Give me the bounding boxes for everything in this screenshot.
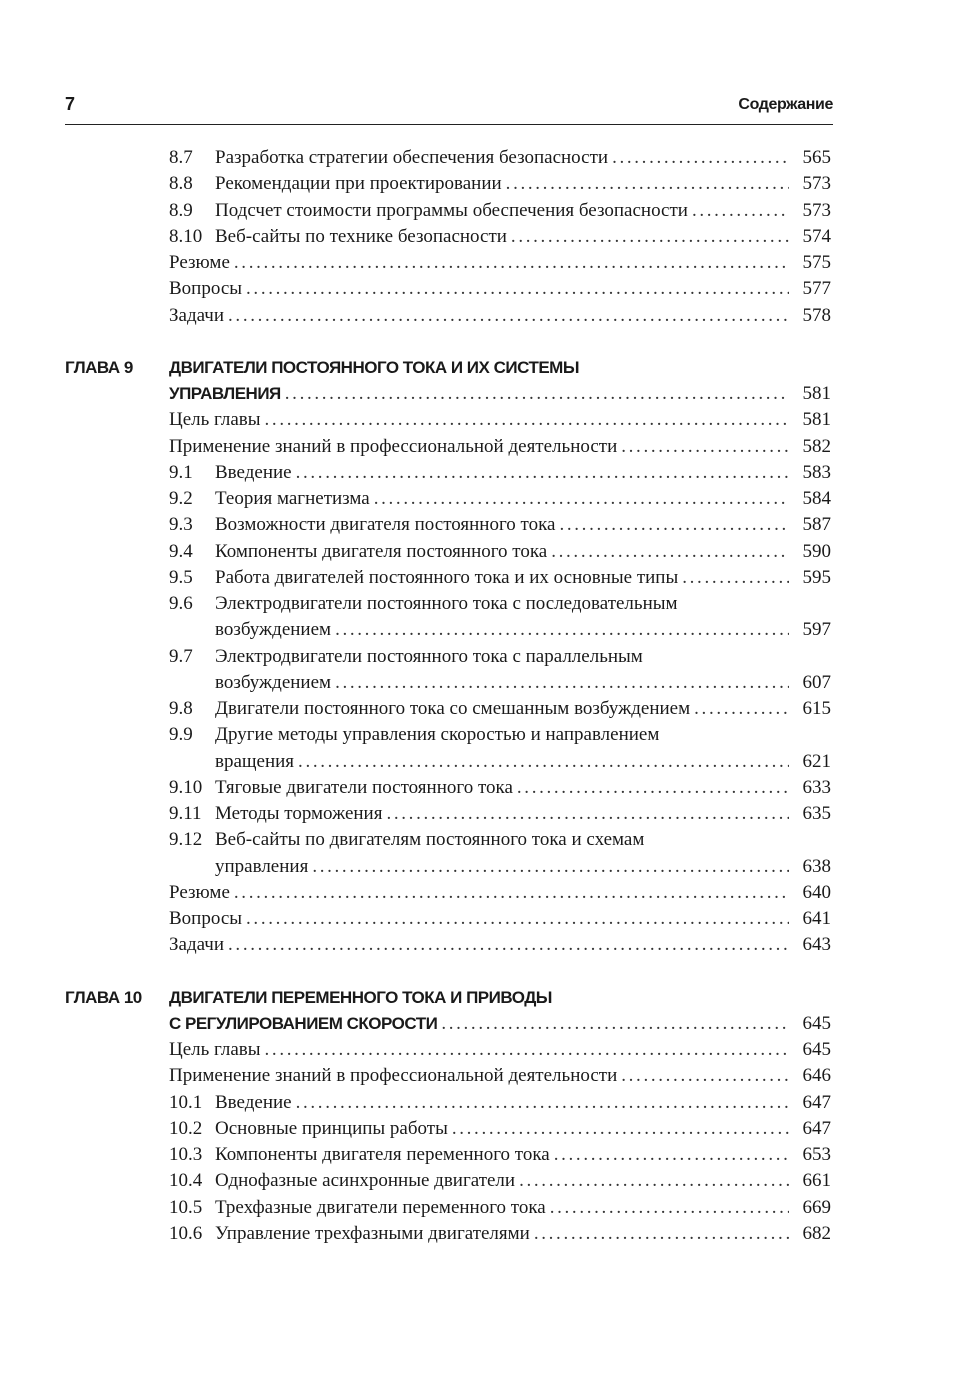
entry-line <box>169 303 831 329</box>
entry-line <box>215 775 831 801</box>
page-ref: 582 <box>802 435 831 457</box>
entry-line <box>215 617 831 643</box>
toc-entry[interactable] <box>65 854 831 880</box>
entry-line <box>215 696 831 722</box>
table-of-contents <box>65 145 831 1247</box>
entry-title: Введение <box>215 1091 292 1113</box>
toc-entry[interactable] <box>65 906 831 932</box>
chapter-label: ГЛАВА 9 <box>65 357 133 377</box>
entry-number: 9.5 <box>169 566 193 588</box>
leader-dots <box>265 1037 789 1063</box>
entry-number: 9.10 <box>169 776 203 798</box>
leader-dots <box>234 880 789 906</box>
entry-line <box>215 1116 831 1142</box>
entry-title: возбуждением <box>215 671 332 693</box>
page-ref: 635 <box>802 803 831 824</box>
leader-dots <box>228 932 789 958</box>
page-ref: 643 <box>802 934 831 956</box>
entry-title: Вопросы <box>169 908 243 929</box>
page-ref: 584 <box>802 488 831 509</box>
page-ref: 621 <box>802 750 831 772</box>
toc-entry[interactable] <box>65 407 831 433</box>
toc-entry[interactable] <box>65 539 831 565</box>
entry-title: Разработка стратегии обеспечения безопасности <box>215 147 609 168</box>
page-ref: 578 <box>802 304 831 326</box>
entry-title-line1: Электродвигатели постоянного тока с последовательным <box>215 593 678 614</box>
entry-title: Двигатели постоянного тока со смешанным возбуждением <box>215 698 691 719</box>
entry-title: Компоненты двигателя постоянного тока <box>215 540 548 562</box>
toc-entry[interactable] <box>65 512 831 538</box>
page-ref: 577 <box>802 278 831 300</box>
entry-title-line1: Электродвигатели постоянного тока с параллельным <box>215 645 643 667</box>
page-ref: 587 <box>802 514 831 536</box>
entry-title: Резюме <box>169 881 230 903</box>
toc-entry[interactable] <box>65 1168 831 1194</box>
entry-number: 9.9 <box>169 724 193 746</box>
page-ref: 647 <box>802 1117 831 1139</box>
entry-line <box>169 434 831 460</box>
entry-line <box>215 749 831 775</box>
toc-entry[interactable] <box>65 617 831 643</box>
leader-dots <box>246 906 789 932</box>
entry-line <box>215 224 831 250</box>
toc-entry[interactable] <box>65 276 831 302</box>
entry-title: Однофазные асинхронные двигатели <box>215 1170 516 1192</box>
leader-dots <box>386 801 789 827</box>
leader-dots <box>312 854 789 880</box>
chapter-title-row <box>65 355 831 381</box>
leader-dots <box>554 1142 789 1168</box>
chapter-title-line2: С РЕГУЛИРОВАНИЕМ СКОРОСТИ <box>169 1013 438 1033</box>
toc-entry[interactable] <box>65 198 831 224</box>
chapter-title-row <box>65 985 831 1011</box>
toc-entry[interactable] <box>65 670 831 696</box>
entry-title: Методы торможения <box>215 803 383 824</box>
toc-entry[interactable] <box>65 1142 831 1168</box>
entry-title: Трехфазные двигатели переменного тока <box>215 1196 546 1218</box>
leader-dots <box>296 460 789 486</box>
entry-line <box>215 1195 831 1221</box>
chapter-9 <box>65 355 831 959</box>
running-section-title: Содержание <box>738 96 833 113</box>
entry-number: 9.1 <box>169 461 193 483</box>
toc-entry[interactable] <box>65 1116 831 1142</box>
leader-dots <box>511 224 789 250</box>
section-8-entries <box>65 145 831 329</box>
toc-entry[interactable] <box>65 775 831 801</box>
entry-line <box>215 460 831 486</box>
chapter-title-line1: ДВИГАТЕЛИ ПЕРЕМЕННОГО ТОКА И ПРИВОДЫ <box>169 987 552 1007</box>
entry-line <box>215 198 831 224</box>
entry-number: 10.6 <box>169 1222 203 1244</box>
page-ref: 574 <box>802 225 831 247</box>
entry-line <box>215 512 831 538</box>
entry-number: 10.5 <box>169 1196 203 1218</box>
page-ref: 653 <box>802 1144 831 1165</box>
toc-entry[interactable] <box>65 1037 831 1063</box>
page-ref: 669 <box>802 1196 831 1218</box>
entry-title-line1: Веб-сайты по двигателям постоянного тока и схемам <box>215 829 645 851</box>
entry-line <box>215 1090 831 1116</box>
leader-dots <box>246 276 789 302</box>
entry-line <box>169 1037 831 1063</box>
entry-number: 10.4 <box>169 1170 203 1192</box>
entry-title: Применение знаний в профессиональной деятельности <box>169 1065 618 1087</box>
toc-entry[interactable] <box>65 1063 831 1089</box>
entry-line <box>215 1168 831 1194</box>
page-ref: 575 <box>802 252 831 273</box>
entry-number: 10.3 <box>169 1144 203 1165</box>
page-ref: 661 <box>802 1170 831 1192</box>
entry-line <box>169 906 831 932</box>
page-ref: 633 <box>802 776 831 798</box>
page-ref: 573 <box>802 199 831 221</box>
entry-number: 8.9 <box>169 199 193 221</box>
entry-number: 9.11 <box>169 803 202 824</box>
toc-entry[interactable] <box>65 250 831 276</box>
page-ref: 645 <box>802 1039 831 1060</box>
entry-number: 10.2 <box>169 1117 203 1139</box>
entry-title: Тяговые двигатели постоянного тока <box>215 776 513 798</box>
page-ref: 597 <box>802 619 831 641</box>
entry-title: Работа двигателей постоянного тока и их основные типы <box>215 566 679 588</box>
leader-dots <box>559 512 789 538</box>
leader-dots <box>335 670 789 696</box>
chapter-label: ГЛАВА 10 <box>65 987 142 1007</box>
page-ref: 583 <box>802 461 831 483</box>
leader-dots <box>551 539 789 565</box>
entry-number: 9.2 <box>169 488 193 509</box>
entry-title: Задачи <box>169 934 225 956</box>
page-header <box>65 88 833 125</box>
chapter-title-line1: ДВИГАТЕЛИ ПОСТОЯННОГО ТОКА И ИХ СИСТЕМЫ <box>169 357 579 377</box>
toc-entry-chapter-title[interactable] <box>65 381 831 407</box>
entry-title: Компоненты двигателя переменного тока <box>215 1144 550 1165</box>
entry-title: Применение знаний в профессиональной деятельности <box>169 435 618 457</box>
page-ref: 615 <box>802 698 831 719</box>
chapter-9-entries <box>65 407 831 958</box>
page-number: 7 <box>65 94 76 114</box>
entry-number: 9.4 <box>169 540 193 562</box>
entry-title: Подсчет стоимости программы обеспечения безопасности <box>215 199 688 221</box>
entry-line <box>215 486 831 512</box>
toc-entry[interactable] <box>65 171 831 197</box>
toc-entry[interactable] <box>65 486 831 512</box>
entry-number: 9.7 <box>169 645 193 667</box>
leader-dots <box>506 171 789 197</box>
entry-title: возбуждением <box>215 619 332 641</box>
leader-dots <box>534 1221 789 1247</box>
leader-dots <box>374 486 789 512</box>
toc-entry[interactable] <box>65 460 831 486</box>
entry-number: 8.8 <box>169 173 193 195</box>
toc-entry-wrap-line <box>65 591 831 617</box>
entry-title: Веб-сайты по технике безопасности <box>215 225 507 247</box>
entry-number: 9.12 <box>169 829 203 851</box>
leader-dots <box>265 407 789 433</box>
leader-dots <box>441 1011 789 1037</box>
page-ref: 573 <box>802 173 831 195</box>
page-ref: 641 <box>802 908 831 929</box>
leader-dots <box>285 381 789 407</box>
entry-line <box>215 1142 831 1168</box>
page-ref: 595 <box>802 566 831 588</box>
toc-entry-wrap-line <box>65 644 831 670</box>
toc-entry[interactable] <box>65 145 831 171</box>
entry-title: Введение <box>215 461 292 483</box>
leader-dots <box>692 198 789 224</box>
toc-entry[interactable] <box>65 932 831 958</box>
entry-line <box>169 250 831 276</box>
toc-entry-wrap-line <box>65 722 831 748</box>
entry-line <box>169 932 831 958</box>
page-ref: 645 <box>802 1012 831 1034</box>
entry-title: Теория магнетизма <box>215 488 370 509</box>
toc-entry-chapter-title[interactable] <box>65 1011 831 1037</box>
leader-dots <box>298 749 789 775</box>
entry-title: управления <box>215 855 309 877</box>
entry-title: Резюме <box>169 252 230 273</box>
leader-dots <box>228 303 789 329</box>
page-ref: 640 <box>802 881 831 903</box>
entry-title: Задачи <box>169 304 225 326</box>
page-ref: 682 <box>802 1222 831 1244</box>
entry-line <box>215 854 831 880</box>
entry-line <box>215 565 831 591</box>
toc-entry[interactable] <box>65 696 831 722</box>
chapter-10-entries <box>65 1037 831 1247</box>
entry-title: Рекомендации при проектировании <box>215 173 502 195</box>
entry-title: Основные принципы работы <box>215 1117 448 1139</box>
leader-dots <box>621 434 789 460</box>
entry-line <box>215 801 831 827</box>
entry-title-line1: Другие методы управления скоростью и направлением <box>215 724 660 746</box>
toc-entry-wrap-line <box>65 827 831 853</box>
page-ref: 590 <box>802 540 831 562</box>
toc-entry[interactable] <box>65 749 831 775</box>
entry-line <box>215 171 831 197</box>
chapter-10 <box>65 985 831 1248</box>
page-ref: 581 <box>802 409 831 431</box>
entry-number: 10.1 <box>169 1091 203 1113</box>
leader-dots <box>517 775 789 801</box>
entry-number: 8.7 <box>169 147 193 168</box>
toc-entry[interactable] <box>65 1221 831 1247</box>
entry-line <box>215 539 831 565</box>
entry-line <box>215 145 831 171</box>
toc-entry[interactable] <box>65 434 831 460</box>
toc-entry[interactable] <box>65 565 831 591</box>
leader-dots <box>335 617 789 643</box>
entry-title: Управление трехфазными двигателями <box>215 1222 530 1244</box>
leader-dots <box>682 565 789 591</box>
entry-number: 9.6 <box>169 593 193 614</box>
entry-title: Цель главы <box>169 409 261 431</box>
entry-number: 9.8 <box>169 698 193 719</box>
leader-dots <box>296 1090 789 1116</box>
entry-title: Возможности двигателя постоянного тока <box>215 514 556 536</box>
leader-dots <box>694 696 789 722</box>
leader-dots <box>621 1063 789 1089</box>
page-ref: 581 <box>802 383 831 404</box>
entry-title: Цель главы <box>169 1039 261 1060</box>
entry-number: 8.10 <box>169 225 203 247</box>
toc-entry[interactable] <box>65 224 831 250</box>
entry-number: 9.3 <box>169 514 193 536</box>
entry-title: Вопросы <box>169 278 243 300</box>
page-ref: 647 <box>802 1091 831 1113</box>
toc-entry[interactable] <box>65 1090 831 1116</box>
page-ref: 638 <box>802 855 831 877</box>
entry-line <box>215 1221 831 1247</box>
toc-entry[interactable] <box>65 303 831 329</box>
page-ref: 607 <box>802 671 831 693</box>
entry-line <box>169 1063 831 1089</box>
toc-entry[interactable] <box>65 880 831 906</box>
toc-entry[interactable] <box>65 801 831 827</box>
leader-dots <box>519 1168 789 1194</box>
page-ref: 565 <box>802 147 831 168</box>
entry-line <box>169 407 831 433</box>
entry-line <box>215 670 831 696</box>
leader-dots <box>550 1195 789 1221</box>
entry-title: вращения <box>215 750 295 772</box>
entry-line <box>169 276 831 302</box>
leader-dots <box>452 1116 789 1142</box>
entry-line <box>169 880 831 906</box>
toc-entry[interactable] <box>65 1195 831 1221</box>
leader-dots <box>612 145 789 171</box>
leader-dots <box>234 250 789 276</box>
page-ref: 646 <box>802 1065 831 1087</box>
chapter-title-line2: УПРАВЛЕНИЯ <box>169 384 281 403</box>
